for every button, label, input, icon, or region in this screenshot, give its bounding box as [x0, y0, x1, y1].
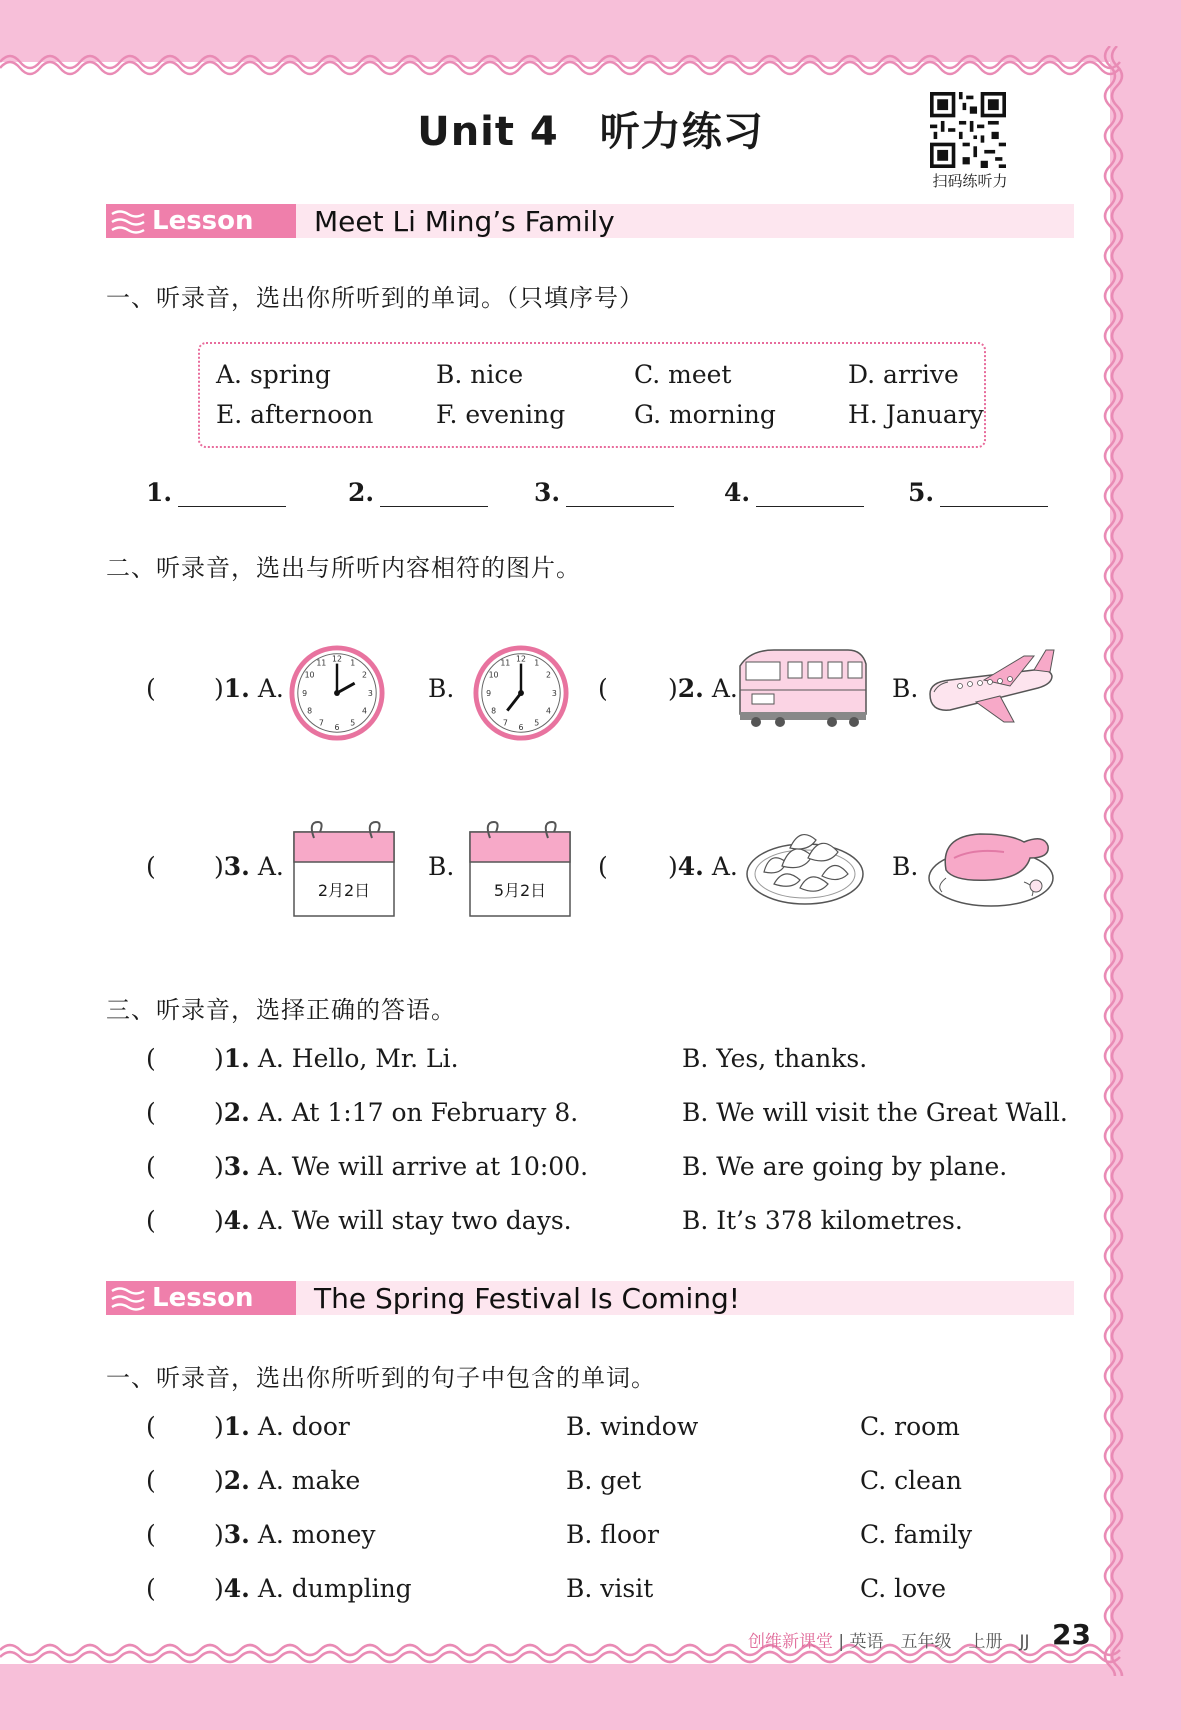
- roast-duck-plate-icon[interactable]: [924, 818, 1058, 910]
- answer-line[interactable]: [566, 482, 674, 507]
- airplane-icon[interactable]: [924, 646, 1058, 730]
- word-option: B. nice: [436, 360, 524, 389]
- lesson-20-label: Lesson 20: [152, 1283, 254, 1347]
- answer-line[interactable]: [178, 482, 286, 507]
- qr-caption: 扫码练听力: [932, 172, 1008, 190]
- option-a: A. We will arrive at 10:00.: [257, 1152, 589, 1181]
- question-number: 2.: [677, 674, 704, 703]
- option-a-label: A.: [711, 674, 738, 703]
- option-a: A. dumpling: [257, 1574, 412, 1603]
- word-option: F. evening: [436, 400, 566, 429]
- answer-slot[interactable]: )1. A. Hello, Mr. Li.: [214, 1044, 459, 1073]
- option-a: A. At 1:17 on February 8.: [257, 1098, 579, 1127]
- answer-slot[interactable]: )2. A.: [668, 674, 738, 703]
- answer-slot[interactable]: )4. A.: [668, 852, 738, 881]
- svg-text:8: 8: [307, 706, 313, 716]
- question-number: 3.: [223, 1152, 250, 1181]
- word-option: A. spring: [216, 360, 331, 389]
- paren-open: (: [146, 1098, 156, 1127]
- option-b: B. We will visit the Great Wall.: [682, 1098, 1068, 1127]
- option-a-label: A.: [711, 852, 738, 881]
- svg-text:11: 11: [316, 658, 327, 668]
- answer-blank-2[interactable]: [348, 478, 488, 507]
- svg-text:6: 6: [334, 723, 340, 733]
- option-a-label: A.: [257, 674, 284, 703]
- option-b: B. get: [566, 1466, 642, 1495]
- answer-line[interactable]: [940, 482, 1048, 507]
- svg-text:7: 7: [502, 718, 508, 728]
- l19-part3-heading: 三、听录音，选择正确的答语。: [106, 996, 456, 1024]
- paren-open: (: [146, 1044, 156, 1073]
- svg-text:4: 4: [545, 706, 551, 716]
- lesson-19-label: Lesson 19: [152, 206, 254, 270]
- answer-slot[interactable]: )2. A. At 1:17 on February 8.: [214, 1098, 579, 1127]
- l19-part2-heading: 二、听录音，选出与所听内容相符的图片。: [106, 554, 581, 582]
- svg-text:1: 1: [350, 658, 356, 668]
- option-b-label: B.: [892, 852, 919, 881]
- option-b-label: B.: [428, 674, 455, 703]
- option-c: C. love: [860, 1574, 947, 1603]
- calendar-may-2[interactable]: [468, 818, 572, 918]
- paren-open: (: [146, 1412, 156, 1441]
- option-b: B. visit: [566, 1574, 654, 1603]
- paren-open: (: [146, 1520, 156, 1549]
- svg-text:12: 12: [516, 654, 526, 664]
- footer-subject: 英语 五年级 上册 JJ: [849, 1632, 1030, 1652]
- question-number: 4.: [223, 1574, 250, 1603]
- paren-open: (: [598, 674, 608, 703]
- paren-open: (: [146, 1206, 156, 1235]
- question-number: 3.: [223, 1520, 250, 1549]
- calendar-feb-2[interactable]: [292, 818, 396, 918]
- lesson-20-title: The Spring Festival Is Coming!: [314, 1282, 741, 1315]
- word-option: G. morning: [634, 400, 776, 429]
- svg-text:6: 6: [518, 723, 524, 733]
- blank-number: 5.: [908, 478, 935, 507]
- svg-text:7: 7: [318, 718, 324, 728]
- wavy-border-right: [1096, 46, 1136, 1676]
- answer-slot[interactable]: )1. A.: [214, 674, 284, 703]
- lesson-19-title: Meet Li Ming’s Family: [314, 205, 615, 238]
- svg-text:5: 5: [534, 718, 540, 728]
- lesson-19-bar: [106, 204, 1074, 270]
- svg-text:11: 11: [500, 658, 511, 668]
- svg-text:9: 9: [302, 688, 308, 698]
- answer-slot[interactable]: )4. A. We will stay two days.: [214, 1206, 572, 1235]
- answer-blank-5[interactable]: [908, 478, 1048, 507]
- dumplings-plate-icon[interactable]: [744, 818, 866, 910]
- blank-number: 3.: [534, 478, 561, 507]
- paren-open: (: [146, 674, 156, 703]
- option-c: C. family: [860, 1520, 973, 1549]
- question-number: 3.: [223, 852, 250, 881]
- wavy-border-top: [0, 46, 1130, 76]
- option-a: A. money: [257, 1520, 376, 1549]
- option-b: B. floor: [566, 1520, 659, 1549]
- svg-text:4: 4: [361, 706, 367, 716]
- calendar-date: 5月2日: [493, 881, 547, 900]
- svg-text:5: 5: [350, 718, 356, 728]
- svg-text:8: 8: [491, 706, 497, 716]
- question-number: 1.: [223, 674, 250, 703]
- svg-text:3: 3: [367, 688, 373, 698]
- option-c: C. clean: [860, 1466, 962, 1495]
- svg-text:2: 2: [361, 670, 367, 680]
- lesson-20-bar: [106, 1281, 1074, 1347]
- clock-2-oclock-icon[interactable]: [288, 644, 386, 742]
- option-a: A. We will stay two days.: [257, 1206, 572, 1235]
- svg-text:3: 3: [551, 688, 557, 698]
- wave-lines-icon: [110, 1287, 146, 1311]
- svg-text:1: 1: [534, 658, 540, 668]
- question-number: 4.: [223, 1206, 250, 1235]
- lesson-20-tag: [106, 1281, 296, 1347]
- svg-text:9: 9: [486, 688, 492, 698]
- option-a: A. make: [257, 1466, 361, 1495]
- paren-open: (: [146, 1152, 156, 1181]
- option-b: B. window: [566, 1412, 699, 1441]
- answer-slot[interactable]: )3. A. money: [214, 1520, 376, 1549]
- question-number: 1.: [223, 1412, 250, 1441]
- lesson-19-tag: [106, 204, 296, 270]
- option-a-label: A.: [257, 852, 284, 881]
- option-b: B. Yes, thanks.: [682, 1044, 868, 1073]
- answer-blank-3[interactable]: [534, 478, 674, 507]
- footer-brand: 创维新课堂: [748, 1632, 833, 1652]
- answer-line[interactable]: [756, 482, 864, 507]
- option-b-label: B.: [892, 674, 919, 703]
- option-b: B. It’s 378 kilometres.: [682, 1206, 963, 1235]
- blank-number: 4.: [724, 478, 751, 507]
- answer-slot[interactable]: )3. A.: [214, 852, 284, 881]
- question-number: 2.: [223, 1098, 250, 1127]
- svg-text:10: 10: [304, 670, 315, 680]
- calendar-date: 2月2日: [317, 881, 371, 900]
- option-b: B. We are going by plane.: [682, 1152, 1008, 1181]
- clock-7-oclock-icon[interactable]: [472, 644, 570, 742]
- word-option: D. arrive: [848, 360, 959, 389]
- qr-code-icon[interactable]: [930, 92, 1006, 168]
- question-number: 1.: [223, 1044, 250, 1073]
- question-number: 2.: [223, 1466, 250, 1495]
- wave-lines-icon: [110, 210, 146, 234]
- answer-blank-4[interactable]: [724, 478, 864, 507]
- answer-slot[interactable]: )1. A. door: [214, 1412, 350, 1441]
- word-option: E. afternoon: [216, 400, 374, 429]
- paren-open: (: [146, 1466, 156, 1495]
- svg-text:10: 10: [488, 670, 499, 680]
- answer-slot[interactable]: )4. A. dumpling: [214, 1574, 412, 1603]
- word-choice-box: [198, 342, 986, 448]
- option-a: A. Hello, Mr. Li.: [257, 1044, 459, 1073]
- answer-line[interactable]: [380, 482, 488, 507]
- paren-open: (: [146, 1574, 156, 1603]
- paren-open: (: [146, 852, 156, 881]
- word-option: C. meet: [634, 360, 732, 389]
- blank-number: 2.: [348, 478, 375, 507]
- footer-info: [748, 1627, 1030, 1652]
- l19-part1-heading: 一、听录音，选出你所听到的单词。（只填序号）: [106, 284, 644, 312]
- page-number: 23: [1052, 1618, 1091, 1651]
- page-title: Unit 4 听力练习: [417, 109, 764, 155]
- svg-text:12: 12: [332, 654, 342, 664]
- footer-separator: |: [838, 1632, 845, 1652]
- option-a: A. door: [257, 1412, 350, 1441]
- train-icon[interactable]: [736, 646, 870, 730]
- question-number: 4.: [677, 852, 704, 881]
- word-option: H. January: [848, 400, 984, 429]
- l20-part1-heading: 一、听录音，选出你所听到的句子中包含的单词。: [106, 1364, 656, 1392]
- option-c: C. room: [860, 1412, 960, 1441]
- paren-open: (: [598, 852, 608, 881]
- answer-slot[interactable]: )2. A. make: [214, 1466, 361, 1495]
- blank-number: 1.: [146, 478, 173, 507]
- answer-blank-1[interactable]: [146, 478, 286, 507]
- svg-text:2: 2: [545, 670, 551, 680]
- answer-slot[interactable]: )3. A. We will arrive at 10:00.: [214, 1152, 589, 1181]
- option-b-label: B.: [428, 852, 455, 881]
